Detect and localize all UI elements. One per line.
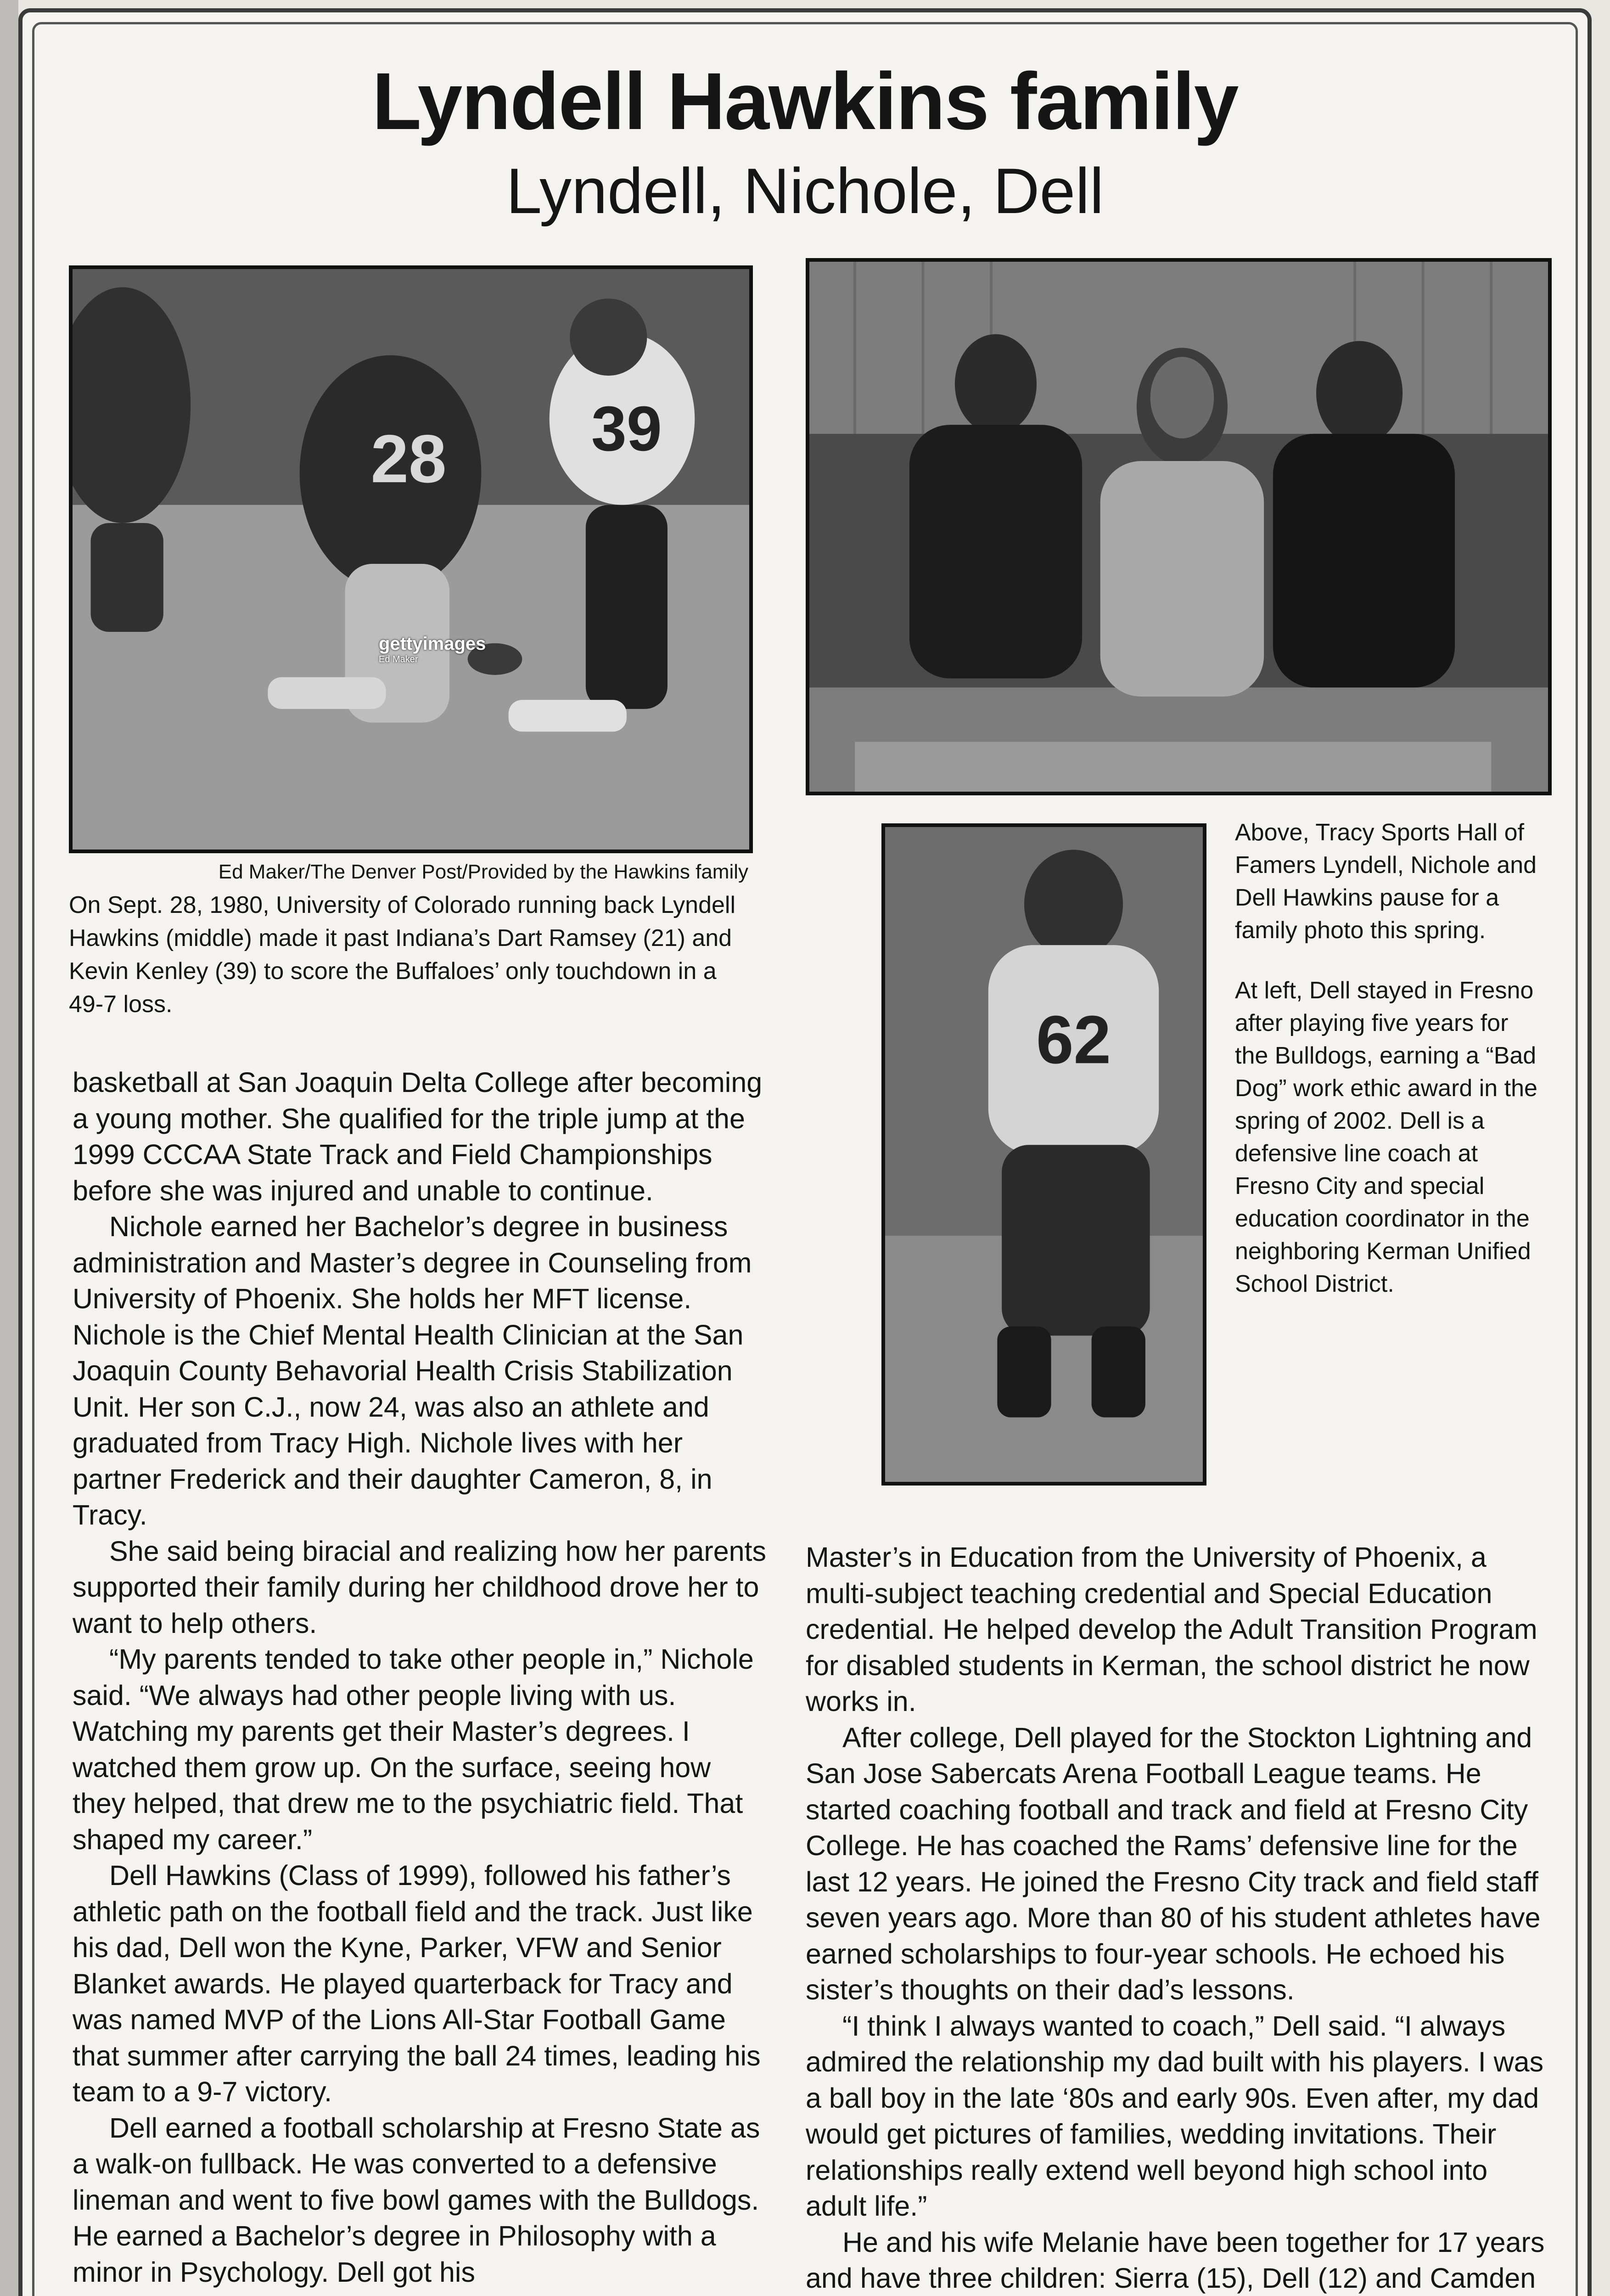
photo-credit: Ed Maker/The Denver Post/Provided by the Hawkins family: [218, 861, 748, 883]
svg-text:39: 39: [591, 394, 662, 464]
watermark-text: gettyimages: [379, 634, 486, 654]
paragraph: Dell earned a football scholarship at Fresno State as a walk-on fullback. He was converted to a defensive lineman and went to five bowl games with the Bulldogs. He earned a Bachelor’s degree in Philosophy with a minor in Psychology. Dell got his: [73, 2112, 760, 2288]
dell-player-photo: [881, 823, 1206, 1486]
page-title: Lyndell Hawkins family: [372, 56, 1238, 146]
side-caption: [1235, 816, 1547, 1328]
family-photo: [806, 258, 1552, 795]
paragraph: Master’s in Education from the University of Phoenix, a multi-subject teaching credential and Special Education credential. He helped develop the Adult Transition Program for disabled students in Kerman, the school district he now works in.: [806, 1542, 1537, 1717]
svg-text:62: 62: [1036, 1002, 1111, 1078]
page-subtitle: Lyndell, Nichole, Dell: [506, 155, 1104, 227]
paragraph: basketball at San Joaquin Delta College after becoming a young mother. She qualified for the triple jump at the 1999 CCCAA State Track and Field Championships before she was injured and unable to continue.: [73, 1067, 763, 1206]
side-caption-above: Above, Tracy Sports Hall of Famers Lyndell, Nichole and Dell Hawkins pause for a family photo this spring.: [1235, 819, 1537, 944]
photo-caption: On Sept. 28, 1980, University of Colorado running back Lyndell Hawkins (middle) made it past Indiana’s Dart Ramsey (21) and Kevin Kenley (39) to score the Buffaloes’ only touchdown in a 49-7 loss.: [69, 892, 736, 1018]
background-wall: [0, 0, 18, 2296]
football-action-photo: [69, 265, 753, 853]
article-right-column: [806, 1539, 1552, 2296]
paragraph: Dell Hawkins (Class of 1999), followed his father’s athletic path on the football field and the track. Just like his dad, Dell won the Kyne, Parker, VFW and Senior Blanket awards. He played quarterback for Tracy and was named MVP of the Lions All-Star Football Game that summer after carrying the ball 24 times, leading his team to a 9-7 victory.: [73, 1860, 761, 2107]
paragraph: He and his wife Melanie have been together for 17 years and have three children: Sierra (15), Dell (12) and Camden: [806, 2226, 1545, 2294]
watermark-credit: Ed Maker: [379, 654, 418, 664]
svg-text:28: 28: [370, 421, 447, 497]
article-left-column: [73, 1064, 770, 2290]
side-caption-left: At left, Dell stayed in Fresno after playing five years for the Bulldogs, earning a “Bad Dog” work ethic award in the spring of 2002. Dell is a defensive line coach at Fresno City and special education coordinator in the neighboring Kerman Unified School District.: [1235, 977, 1537, 1297]
paragraph: She said being biracial and realizing how her parents supported their family during her childhood drove her to want to help others.: [73, 1535, 766, 1639]
getty-watermark: [379, 634, 486, 665]
paragraph: After college, Dell played for the Stockton Lightning and San Jose Sabercats Arena Football League teams. He started coaching football and track and field at Fresno City College. He has coached the Rams’ defensive line for the last 12 years. He joined the Fresno City track and field staff seven years ago. More than 80 of his student athletes have earned scholarships to four-year schools. He echoed his sister’s thoughts on their dad’s lessons.: [806, 1722, 1541, 2005]
paragraph: “My parents tended to take other people in,” Nichole said. “We always had other people living with us. Watching my parents get their Master’s degrees. I watched them grow up. On the surface, seeing how they helped, that drew me to the psychiatric field. That shaped my career.”: [73, 1643, 754, 1855]
paragraph: “I think I always wanted to coach,” Dell said. “I always admired the relationship my dad built with his players. I was a ball boy in the late ‘80s and early 90s. Even after, my dad would get pictures of families, wedding invitations. Their relationships really extend well beyond high school into adult life.”: [806, 2010, 1544, 2222]
paragraph: Nichole earned her Bachelor’s degree in business administration and Master’s degree in Counseling from University of Phoenix. She holds her MFT license. Nichole is the Chief Mental Health Clinician at the San Joaquin County Behavorial Health Crisis Stabilization Unit. Her son C.J., now 24, was also an athlete and graduated from Tracy High. Nichole lives with her partner Frederick and their daughter Cameron, 8, in Tracy.: [73, 1211, 752, 1531]
